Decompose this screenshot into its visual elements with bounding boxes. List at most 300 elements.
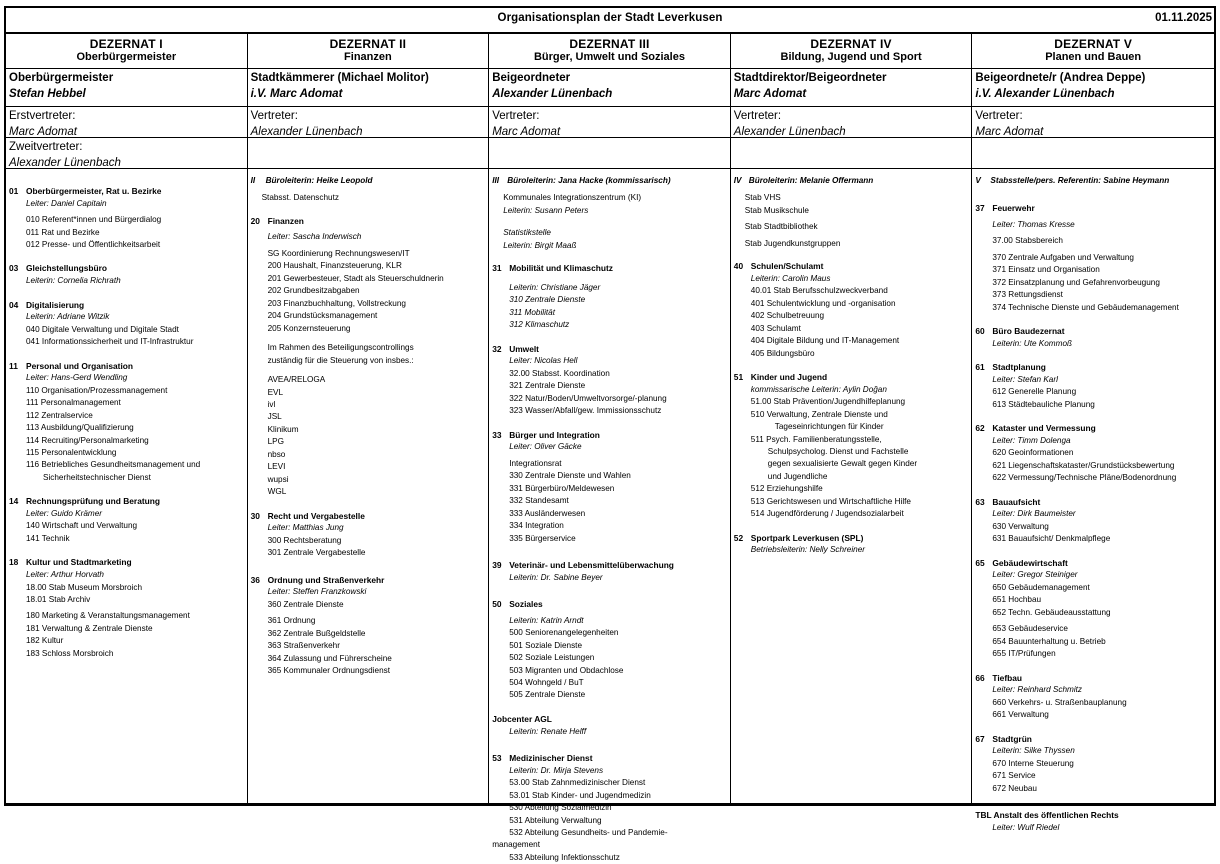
group-item: 180 Marketing & Veranstaltungsmanagement <box>26 611 190 621</box>
group-number: 40 <box>733 261 744 272</box>
group-item: 500 Seniorenangelegenheiten <box>509 628 619 638</box>
group-item: 333 Ausländerwesen <box>509 508 586 518</box>
group-number: 36 <box>250 574 260 585</box>
holding-item: LPG <box>267 437 284 447</box>
group-number: 61 <box>975 362 985 373</box>
rep1-name-3: Marc Adomat <box>492 125 561 138</box>
group-number: 66 <box>975 672 985 683</box>
group-title: TBL Anstalt des öffentlichen Rechts <box>975 810 1119 821</box>
column-body-2 <box>248 169 489 803</box>
leader-role-2: Stadtkämmerer (Michael Molitor) <box>250 72 429 84</box>
holding-item: WGL <box>267 487 287 497</box>
group-item: 041 Informationssicherheit und IT-Infrastruktur <box>26 337 194 347</box>
group-item: 404 Digitale Bildung und IT-Management <box>750 336 900 346</box>
group-item: 140 Wirtschaft und Verwaltung <box>26 521 138 531</box>
dezernat-label-4: DEZERNAT IV <box>810 37 892 51</box>
group-item: 402 Schulbetreuung <box>750 311 825 321</box>
holding-item: AVEA/RELOGA <box>267 375 326 385</box>
bureau-text: Büroleiterin: Jana Hacke (kommissarisch) <box>507 176 671 185</box>
group-title: Stadtplanung <box>992 362 1046 373</box>
group-leader: Leiter: Dirk Baumeister <box>992 509 1076 519</box>
holding-item: EVL <box>267 387 284 397</box>
bureau-leader-row-2 <box>251 175 485 187</box>
org-group[interactable] <box>492 559 726 584</box>
group-item: 512 Erziehungshilfe <box>750 484 823 494</box>
group-number: 52 <box>733 532 744 543</box>
group-item: 504 Wohngeld / BuT <box>509 678 584 687</box>
group-title: Kinder und Jugend <box>750 372 828 383</box>
group-title: Oberbürgermeister, Rat u. Bezirke <box>26 186 162 196</box>
group-item: 200 Haushalt, Finanzsteuerung, KLR <box>267 261 402 271</box>
group-leader: Leiterin: Katrin Arndt <box>509 615 584 625</box>
group-title: Digitalisierung <box>26 299 85 310</box>
column-body-5 <box>972 169 1214 832</box>
org-group[interactable] <box>9 262 243 287</box>
group-item: 311 Mobilität <box>509 307 556 317</box>
group-item: 323 Wasser/Abfall/gew. Immissionsschutz <box>509 406 662 416</box>
group-item: 652 Techn. Gebäudeausstattung <box>992 607 1111 617</box>
group-item: 613 Städtebauliche Planung <box>992 399 1095 409</box>
rep1-label-5: Vertreter: <box>975 110 1023 122</box>
rep1-block-5 <box>972 107 1214 138</box>
group-item: 310 Zentrale Dienste <box>509 295 586 305</box>
group-title: Soziales <box>509 599 543 610</box>
group-number: 04 <box>9 299 19 310</box>
group-item: Integrationsrat <box>509 458 562 468</box>
group-item: 514 Jugendförderung / Jugendsozialarbeit <box>750 509 904 519</box>
group-item: 202 Grundbesitzabgaben <box>267 286 360 296</box>
staff-unit-name: Kommunales Integrationszentrum (KI) <box>503 193 642 203</box>
group-item: 650 Gebäudemanagement <box>992 582 1090 592</box>
org-group[interactable] <box>975 557 1210 661</box>
group-item: 373 Rettungsdienst <box>992 290 1063 300</box>
leader-role-4: Stadtdirektor/Beigeordneter <box>733 72 887 84</box>
rep2-block-5 <box>972 138 1214 169</box>
group-item: 370 Zentrale Aufgaben und Verwaltung <box>992 252 1134 262</box>
group-title: Mobilität und Klimaschutz <box>509 263 613 274</box>
group-item: 503 Migranten und Obdachlose <box>509 665 624 675</box>
bureau-extra: Stabsst. Datenschutz <box>261 193 339 203</box>
group-item: 53.01 Stab Kinder- und Jugendmedizin <box>509 790 651 800</box>
leader-name-3: Alexander Lünenbach <box>492 87 613 100</box>
group-number: 53 <box>492 753 502 764</box>
group-note: zuständig für die Steuerung von insbes.: <box>267 355 414 365</box>
group-item: 671 Service <box>992 771 1036 781</box>
holding-item: LEVI <box>267 462 286 472</box>
group-title: Veterinär- und Lebensmittelüberwachung <box>509 559 674 570</box>
group-item: 204 Grundstücksmanagement <box>267 311 378 321</box>
group-title: Rechnungsprüfung und Beratung <box>26 496 160 507</box>
group-title: Medizinischer Dienst <box>509 753 593 764</box>
dezernat-column-1 <box>6 34 248 803</box>
bureau-numeral: V <box>975 176 981 185</box>
group-leader: Leiter: Daniel Capitain <box>26 198 107 208</box>
group-leader: Leiter: Nicolas Hell <box>509 356 578 366</box>
org-group[interactable] <box>975 672 1210 722</box>
group-item: 621 Liegenschaftskataster/Grundstücksbewertung <box>992 460 1175 470</box>
org-group[interactable] <box>975 325 1210 350</box>
dezernat-department-3: Bürger, Umwelt und Soziales <box>533 51 685 64</box>
group-leader: Leiter: Thomas Kresse <box>992 219 1075 229</box>
group-note: Im Rahmen des Beteiligungscontrollings <box>267 343 414 353</box>
group-leader: kommissarische Leiterin: Aylin Doğan <box>750 384 887 394</box>
group-item: 363 Straßenverkehr <box>267 641 340 651</box>
bureau-numeral: IV <box>733 176 742 185</box>
staff-unit-name: Statistikstelle <box>503 228 551 238</box>
org-group[interactable] <box>975 809 1210 834</box>
holding-item: nbso <box>267 449 286 459</box>
column-header-5 <box>972 34 1214 69</box>
group-number: 32 <box>492 343 502 354</box>
group-item: 301 Zentrale Vergabestelle <box>267 548 366 558</box>
group-item: SG Koordinierung Rechnungswesen/IT <box>267 248 410 258</box>
dezernat-department-1: Oberbürgermeister <box>76 51 177 64</box>
group-item: 112 Zentralservice <box>26 410 93 420</box>
leader-role-5: Beigeordnete/r (Andrea Deppe) <box>975 72 1146 84</box>
group-leader: Leiter: Timm Dolenga <box>992 435 1071 445</box>
dezernat-columns <box>6 34 1214 862</box>
group-number: 65 <box>975 557 985 568</box>
bureau-leader-row-4 <box>734 175 968 187</box>
group-item: 37.00 Stabsbereich <box>992 236 1063 246</box>
org-group[interactable] <box>492 343 726 418</box>
group-item: 40.01 Stab Berufsschulzweckverband <box>750 286 888 296</box>
rep1-label-3: Vertreter: <box>492 110 540 122</box>
group-item: 331 Bürgerbüro/Meldewesen <box>509 483 615 493</box>
group-leader: Leiterin: Cornelia Richrath <box>26 276 121 286</box>
org-group[interactable] <box>975 361 1210 411</box>
group-leader: Leiter: Arthur Horvath <box>26 570 104 580</box>
column-header-1 <box>6 34 247 69</box>
rep1-label-1: Erstvertreter: <box>9 110 76 122</box>
group-title: Ordnung und Straßenverkehr <box>267 574 385 585</box>
dezernat-column-5 <box>972 34 1214 832</box>
group-leader: Leiterin: Dr. Mirja Stevens <box>509 765 604 775</box>
rep1-name-1: Marc Adomat <box>9 125 77 138</box>
group-item: 502 Soziale Leistungen <box>509 653 595 663</box>
group-title: Kultur und Stadtmarketing <box>26 557 132 568</box>
org-group[interactable] <box>9 495 243 545</box>
rep1-label-2: Vertreter: <box>250 110 298 122</box>
group-item: 630 Verwaltung <box>992 521 1049 531</box>
column-body-3 <box>489 169 730 862</box>
column-header-3 <box>489 34 730 69</box>
group-title: Personal und Organisation <box>26 360 134 371</box>
group-title: Gebäudewirtschaft <box>992 557 1068 568</box>
group-item-continuation: management <box>492 840 540 850</box>
group-number: 14 <box>9 496 19 507</box>
group-title: Kataster und Vermessung <box>992 423 1096 434</box>
group-title: Gleichstellungsbüro <box>26 263 107 274</box>
org-group[interactable] <box>9 360 243 485</box>
group-number: 50 <box>492 599 502 610</box>
group-item-continuation: gegen sexualisierte Gewalt gegen Kinder <box>767 459 918 469</box>
bureau-numeral: II <box>250 176 256 185</box>
org-group[interactable] <box>251 510 485 560</box>
dezernat-column-3 <box>489 34 731 862</box>
group-item: 655 IT/Prüfungen <box>992 649 1056 659</box>
column-body-4 <box>731 169 972 803</box>
group-item: 011 Rat und Bezirke <box>26 227 100 237</box>
group-title: Recht und Vergabestelle <box>267 510 365 521</box>
group-item: 531 Abteilung Verwaltung <box>509 815 602 825</box>
group-item: 332 Standesamt <box>509 496 569 506</box>
group-title: Finanzen <box>267 215 304 226</box>
rep1-block-2 <box>248 107 489 138</box>
group-number: 01 <box>9 186 19 196</box>
bureau-leader-row-3 <box>492 175 726 187</box>
group-leader: Leiter: Gregor Steiniger <box>992 570 1078 580</box>
group-number: 51 <box>733 372 744 383</box>
group-title: Sportpark Leverkusen (SPL) <box>750 532 864 543</box>
group-leader: Leiterin: Silke Thyssen <box>992 746 1075 756</box>
group-item: 335 Bürgerservice <box>509 533 576 543</box>
group-item: 651 Hochbau <box>992 595 1042 605</box>
org-group[interactable] <box>492 262 726 331</box>
org-group[interactable] <box>492 752 726 864</box>
rep1-block-4 <box>731 107 972 138</box>
group-item: 321 Zentrale Dienste <box>509 381 586 391</box>
group-item: 18.00 Stab Museum Morsbroich <box>26 582 143 592</box>
group-item: 300 Rechtsberatung <box>267 535 342 545</box>
group-leader: Leiter: Steffen Franzkowski <box>267 587 367 597</box>
group-item: 182 Kultur <box>26 636 64 646</box>
leader-role-3: Beigeordneter <box>492 72 571 84</box>
group-item-continuation: und Jugendliche <box>767 471 828 481</box>
group-item: 403 Schulamt <box>750 323 801 333</box>
holding-item: Klinikum <box>267 424 299 434</box>
org-group[interactable] <box>251 574 485 678</box>
group-title: Schulen/Schulamt <box>750 261 824 272</box>
group-number: 20 <box>250 215 260 226</box>
group-title: Büro Baudezernat <box>992 326 1065 337</box>
group-item: 141 Technik <box>26 533 70 543</box>
group-item: 653 Gebäudeservice <box>992 624 1068 634</box>
group-title: Bauaufsicht <box>992 496 1041 507</box>
dezernat-column-2 <box>248 34 490 803</box>
leader-block-5 <box>972 69 1214 107</box>
org-group[interactable] <box>734 371 968 521</box>
bureau-numeral: III <box>492 176 500 185</box>
leader-name-4: Marc Adomat <box>733 87 807 100</box>
group-leader: Leiter: Stefan Karl <box>992 374 1058 384</box>
group-item: 116 Betriebliches Gesundheitsmanagement und <box>26 460 201 470</box>
org-group[interactable] <box>9 556 243 660</box>
group-item: 620 Geoinformationen <box>992 448 1074 458</box>
group-number: 11 <box>9 360 18 371</box>
group-number: 31 <box>492 263 502 274</box>
group-item: 670 Interne Steuerung <box>992 758 1074 768</box>
group-leader: Leiter: Reinhard Schmitz <box>992 685 1083 695</box>
holding-item: wupsi <box>267 474 289 484</box>
group-item-continuation: Schulpsycholog. Dienst und Fachstelle <box>767 447 909 457</box>
org-group[interactable] <box>975 202 1210 314</box>
group-item: 322 Natur/Boden/Umweltvorsorge/-planung <box>509 393 667 403</box>
group-leader: Leiterin: Renate Helff <box>509 726 587 736</box>
leader-role-1: Oberbürgermeister <box>9 72 114 84</box>
group-item: 612 Generelle Planung <box>992 387 1077 397</box>
group-item: 654 Bauunterhaltung u. Betrieb <box>992 636 1106 646</box>
org-group[interactable] <box>734 260 968 360</box>
group-item: 672 Neubau <box>992 783 1037 793</box>
group-item: 040 Digitale Verwaltung und Digitale Stadt <box>26 324 179 334</box>
group-item: 371 Einsatz und Organisation <box>992 265 1100 275</box>
group-item: 183 Schloss Morsbroich <box>26 648 114 658</box>
stab-item: Stab Stadtbibliothek <box>744 222 818 232</box>
group-item: 205 Konzernsteuerung <box>267 323 351 333</box>
group-number: 67 <box>975 733 985 744</box>
group-item: 532 Abteilung Gesundheits- und Pandemie- <box>509 827 668 837</box>
group-number: 18 <box>9 557 19 568</box>
group-item: 661 Verwaltung <box>992 710 1049 720</box>
group-leader: Leiterin: Adriane Witzik <box>26 312 110 322</box>
leader-name-2: i.V. Marc Adomat <box>250 87 343 100</box>
group-title: Jobcenter AGL <box>492 713 552 724</box>
org-group[interactable] <box>251 215 485 499</box>
group-item: 501 Soziale Dienste <box>509 640 583 650</box>
rep2-block-4 <box>731 138 972 169</box>
group-number: 03 <box>9 263 19 274</box>
group-item: 32.00 Stabsst. Koordination <box>509 368 610 378</box>
column-header-2 <box>248 34 489 69</box>
page-title: Organisationsplan der Stadt Leverkusen <box>497 12 723 24</box>
group-item: 622 Vermessung/Technische Pläne/Bodenordnung <box>992 473 1177 483</box>
group-number: 33 <box>492 429 502 440</box>
leader-name-1: Stefan Hebbel <box>9 87 86 100</box>
dezernat-label-1: DEZERNAT I <box>89 37 163 51</box>
group-item: 114 Recruiting/Personalmarketing <box>26 435 149 445</box>
group-item: 513 Gerichtswesen und Wirtschaftliche Hilfe <box>750 496 911 506</box>
bureau-text: Büroleiterin: Melanie Offermann <box>748 176 874 185</box>
group-item: 365 Kommunaler Ordnungsdienst <box>267 666 391 676</box>
group-leader: Leiter: Oliver Gäcke <box>509 442 582 452</box>
group-item: 405 Bildungsbüro <box>750 348 815 358</box>
holding-item: ivl <box>267 400 276 409</box>
dezernat-label-5: DEZERNAT V <box>1054 37 1133 51</box>
rep2-label-1: Zweitvertreter: <box>9 141 83 153</box>
org-group[interactable] <box>9 185 243 251</box>
document-title-bar <box>6 8 1214 34</box>
group-title: Feuerwehr <box>992 203 1035 214</box>
group-item: 510 Verwaltung, Zentrale Dienste und <box>750 409 888 419</box>
bureau-text: Büroleiterin: Heike Leopold <box>265 176 373 185</box>
group-title: Bürger und Integration <box>509 429 600 440</box>
rep2-block-1 <box>6 138 247 169</box>
group-item: 374 Technische Dienste und Gebäudemanagement <box>992 302 1179 312</box>
group-item: 203 Finanzbuchhaltung, Vollstreckung <box>267 298 406 308</box>
group-item: 334 Integration <box>509 521 564 531</box>
group-number: 60 <box>975 326 985 337</box>
group-leader: Leiter: Sascha Inderwisch <box>267 232 362 242</box>
group-item: 511 Psych. Familienberatungsstelle, <box>750 434 882 444</box>
dezernat-column-4 <box>731 34 973 803</box>
group-item: 312 Klimaschutz <box>509 320 570 330</box>
group-item: 533 Abteilung Infektionsschutz <box>509 852 620 862</box>
leader-block-1 <box>6 69 247 107</box>
group-item: 010 Referent*innen und Bürgerdialog <box>26 215 162 225</box>
group-leader: Leiterin: Dr. Sabine Beyer <box>509 572 603 582</box>
group-item: 362 Zentrale Bußgeldstelle <box>267 628 366 638</box>
bureau-text: Stabsstelle/pers. Referentin: Sabine Heymann <box>990 176 1170 185</box>
group-item: 53.00 Stab Zahnmedizinischer Dienst <box>509 778 646 788</box>
group-item: 51.00 Stab Prävention/Jugendhilfeplanung <box>750 397 906 407</box>
group-number: 39 <box>492 559 502 570</box>
stab-item: Stab VHS <box>744 193 781 203</box>
dezernat-department-5: Planen und Bauen <box>1045 51 1142 64</box>
group-item: 18.01 Stab Archiv <box>26 594 91 604</box>
group-item-continuation: Tageseinrichtungen für Kinder <box>774 422 884 432</box>
group-title: Umwelt <box>509 343 539 354</box>
group-leader: Leiterin: Carolin Maus <box>750 273 831 283</box>
leader-block-3 <box>489 69 730 107</box>
group-title: Tiefbau <box>992 672 1023 683</box>
org-group[interactable] <box>492 713 726 738</box>
group-item: 361 Ordnung <box>267 616 316 626</box>
rep1-block-1 <box>6 107 247 138</box>
group-item: 012 Presse- und Öffentlichkeitsarbeit <box>26 240 161 250</box>
group-number: 63 <box>975 496 985 507</box>
group-number: 30 <box>250 510 260 521</box>
org-group[interactable] <box>975 422 1210 484</box>
group-item: 181 Verwaltung & Zentrale Dienste <box>26 623 153 633</box>
rep1-name-5: Marc Adomat <box>975 125 1044 138</box>
org-group[interactable] <box>975 733 1210 795</box>
rep1-label-4: Vertreter: <box>733 110 782 122</box>
group-number: 62 <box>975 423 985 434</box>
group-item: 364 Zulassung und Führerscheine <box>267 653 392 663</box>
chart-sheet <box>4 6 1216 862</box>
group-item: 631 Bauaufsicht/ Denkmalpflege <box>992 534 1111 544</box>
group-item: 330 Zentrale Dienste und Wahlen <box>509 471 631 481</box>
group-title: Stadtgrün <box>992 733 1032 744</box>
group-item: 372 Einsatzplanung und Gefahrenvorbeugung <box>992 277 1160 287</box>
org-group[interactable] <box>975 496 1210 546</box>
group-leader: Betriebsleiterin: Nelly Schreiner <box>750 545 865 555</box>
rep1-name-4: Alexander Lünenbach <box>733 125 846 138</box>
org-group[interactable] <box>492 429 726 545</box>
group-item-continuation: Sicherheitstechnischer Dienst <box>43 472 151 482</box>
rep2-name-1: Alexander Lünenbach <box>9 156 121 169</box>
leader-block-4 <box>731 69 972 107</box>
org-group[interactable] <box>9 299 243 349</box>
org-group[interactable] <box>734 532 968 557</box>
staff-unit-leader: Leiterin: Birgit Maaß <box>503 240 577 250</box>
group-item: 110 Organisation/Prozessmanagement <box>26 385 168 395</box>
group-item: 660 Verkehrs- u. Straßenbauplanung <box>992 697 1127 707</box>
rep1-block-3 <box>489 107 730 138</box>
group-item: 401 Schulentwicklung und -organisation <box>750 298 896 308</box>
group-item: 201 Gewerbesteuer, Stadt als Steuerschuldnerin <box>267 273 444 283</box>
dezernat-label-3: DEZERNAT III <box>569 37 650 51</box>
stab-item: Stab Musikschule <box>744 205 809 215</box>
group-leader: Leiter: Wulf Riedel <box>992 822 1060 832</box>
bureau-leader-row-5 <box>975 175 1210 187</box>
group-leader: Leiterin: Ute Kommoß <box>992 338 1073 348</box>
rep2-block-2 <box>248 138 489 169</box>
dezernat-department-4: Bildung, Jugend und Sport <box>780 51 922 64</box>
column-header-4 <box>731 34 972 69</box>
group-item: 530 Abteilung Sozialmedizin <box>509 803 612 813</box>
dezernat-label-2: DEZERNAT II <box>329 37 407 51</box>
org-group[interactable] <box>492 598 726 702</box>
rep2-block-3 <box>489 138 730 169</box>
document-date: 01.11.2025 <box>1155 12 1212 24</box>
group-leader: Leiter: Matthias Jung <box>267 523 344 533</box>
column-body-1 <box>6 169 247 803</box>
group-leader: Leiter: Hans-Gerd Wendling <box>26 373 128 383</box>
group-number: 37 <box>975 203 985 214</box>
group-item: 111 Personalmanagement <box>26 398 121 408</box>
